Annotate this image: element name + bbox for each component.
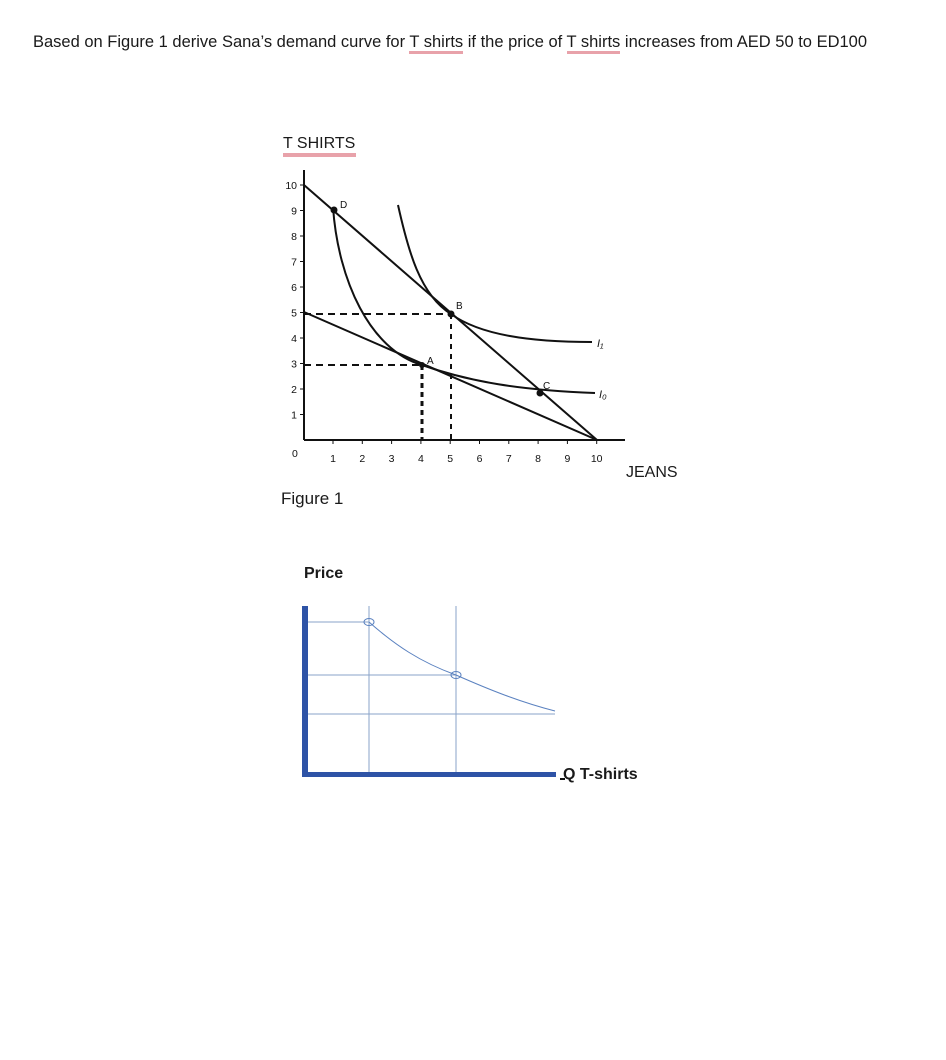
budget-line-rotated — [304, 312, 597, 440]
x-tick-label: 2 — [359, 453, 366, 465]
y-tick-label: 3 — [291, 358, 297, 371]
figure-caption: Figure 1 — [281, 489, 344, 508]
question-part: if the price of — [463, 33, 567, 51]
quantity-axis — [302, 772, 556, 777]
price-axis-title: Price — [304, 565, 344, 582]
y-tick-label: 5 — [291, 307, 297, 320]
quantity-axis-title: Q T-shirts — [563, 766, 638, 783]
x-tick-label: 5 — [447, 453, 454, 465]
indifference-curve-i0 — [333, 207, 595, 393]
x-tick-label: 7 — [505, 453, 512, 465]
point-a-label: A — [427, 356, 434, 367]
y-tick-label: 9 — [291, 205, 297, 218]
question-part: Based on Figure 1 derive Sana’s demand curve for — [33, 33, 410, 51]
x-tick-label: 8 — [535, 453, 542, 465]
point-c-label: C — [543, 381, 551, 392]
y-tick-label: 10 — [285, 180, 297, 192]
x-tick-label: 3 — [388, 453, 395, 465]
x-tick-label: 6 — [476, 453, 483, 465]
curve-label-i1: I₁ — [597, 338, 604, 350]
point-a-marker — [419, 362, 425, 368]
x-tick-label: 1 — [330, 453, 336, 465]
y-tick-group — [285, 180, 304, 422]
spell-underline — [283, 153, 356, 157]
x-tick-label: 9 — [564, 453, 571, 465]
y-tick-label: 7 — [291, 256, 297, 269]
x-axis-title: JEANS — [626, 464, 678, 481]
x-tick-group — [330, 440, 603, 465]
point-b-label: B — [456, 301, 463, 312]
y-tick-label: 4 — [291, 333, 297, 345]
demand-curve — [369, 622, 555, 711]
point-b-marker — [448, 311, 455, 318]
x-tick-label: 4 — [417, 453, 424, 465]
point-d-marker — [331, 207, 338, 214]
price-axis — [302, 606, 308, 777]
y-tick-label: 2 — [291, 384, 297, 396]
question-term-tshirts: T shirts — [567, 33, 621, 54]
indifference-curve-i1 — [398, 205, 592, 342]
x-tick-label: 10 — [590, 453, 603, 465]
point-d-label: D — [340, 200, 348, 211]
y-axis-title: T SHIRTS — [283, 135, 356, 152]
y-tick-label: 8 — [291, 231, 297, 243]
y-tick-label: 6 — [291, 282, 297, 294]
y-tick-label: 1 — [291, 409, 297, 422]
origin-label: 0 — [292, 448, 298, 460]
question-term-tshirts: T shirts — [409, 33, 463, 54]
question-part: increases from AED 50 to ED100 — [620, 33, 868, 51]
curve-label-i0: I₀ — [599, 389, 607, 401]
